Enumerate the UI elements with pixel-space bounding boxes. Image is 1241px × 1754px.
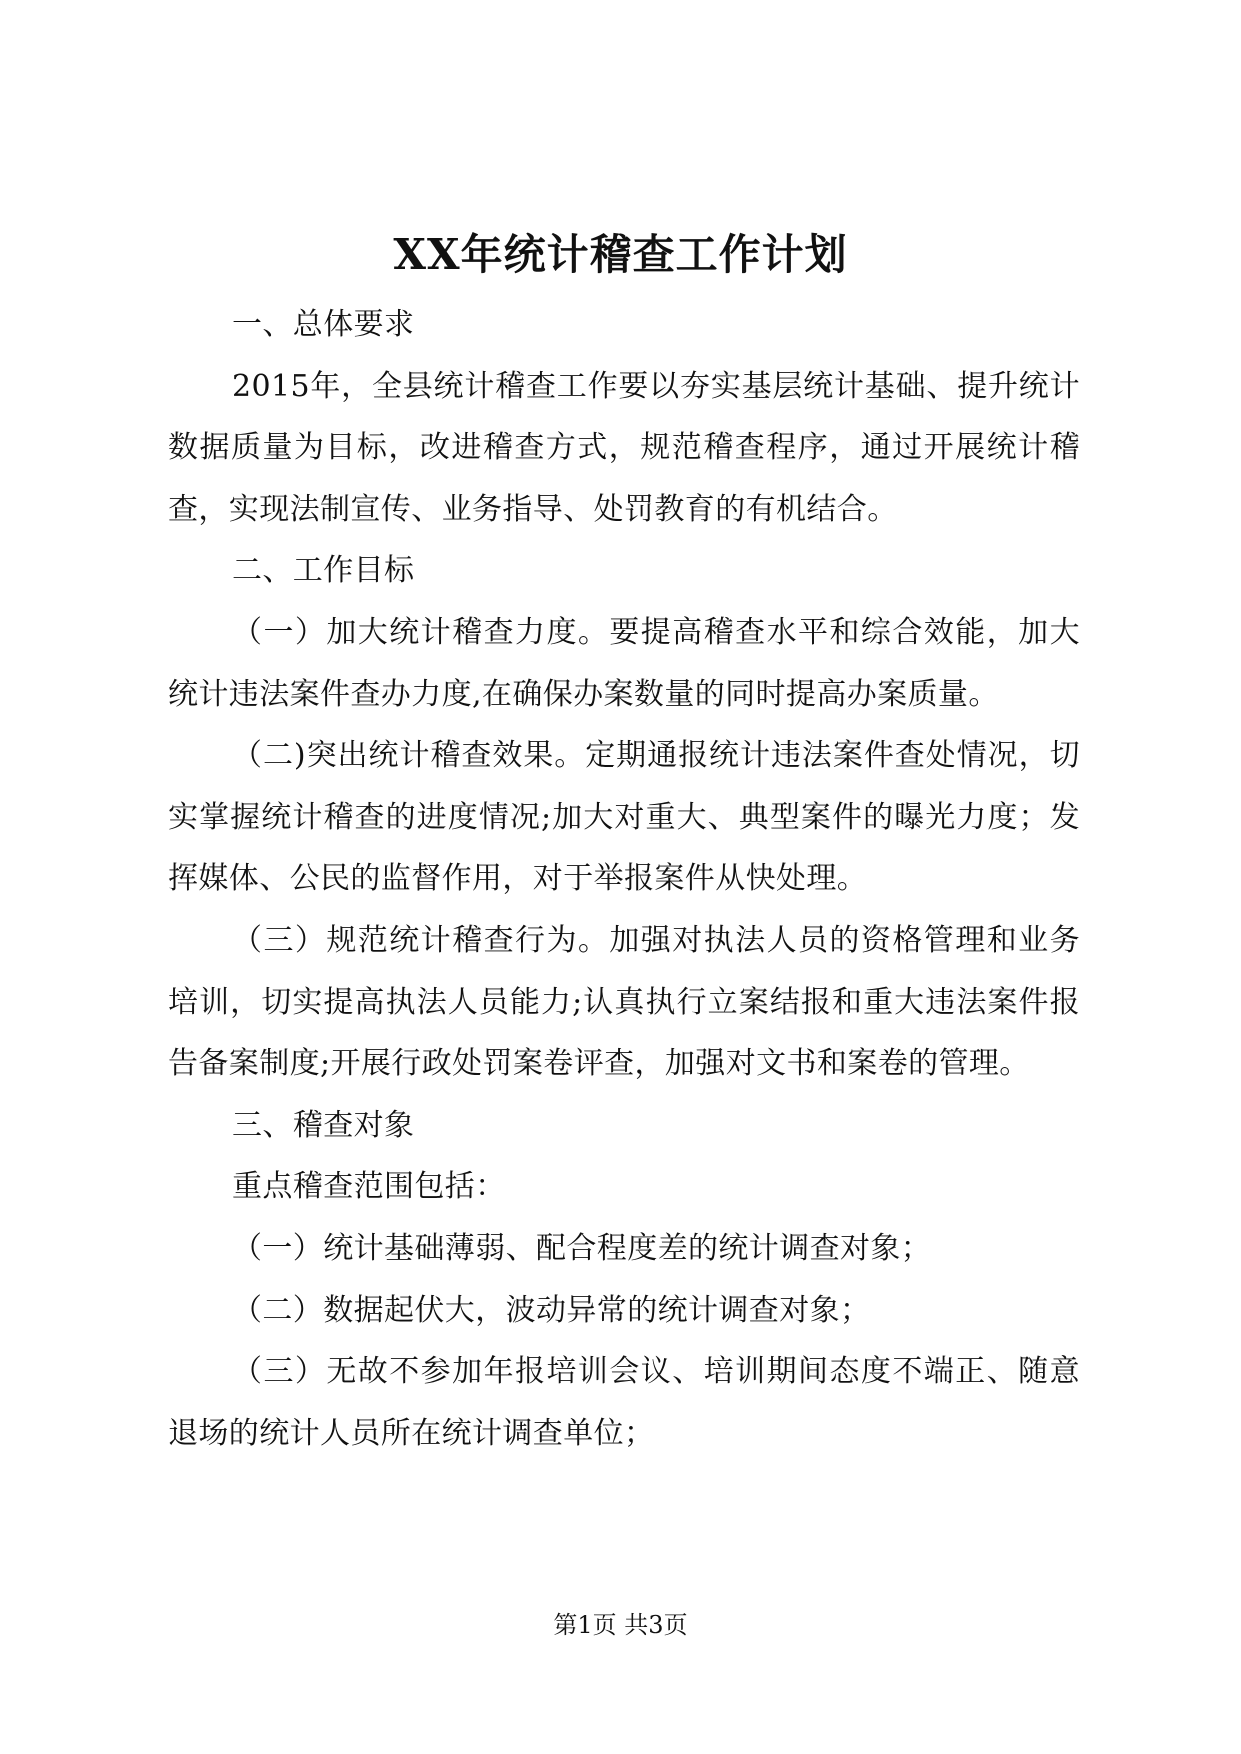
paragraph-goal-1: （一）加大统计稽查力度。要提高稽查水平和综合效能，加大统计违法案件查办力度,在确保办案数量的同时提高办案质量。 xyxy=(168,614,1080,712)
paragraph-goal-3: （三）规范统计稽查行为。加强对执法人员的资格管理和业务培训，切实提高执法人员能力;认真执行立案结报和重大违法案件报告备案制度;开展行政处罚案卷评查，加强对文书和案卷的管理。 xyxy=(168,922,1080,1082)
section-heading-inspection-targets: 三、稽查对象 xyxy=(232,1107,415,1143)
paragraph-goal-2: （二)突出统计稽查效果。定期通报统计违法案件查处情况，切实掌握统计稽查的进度情况;加大对重大、典型案件的曝光力度；发挥媒体、公民的监督作用，对于举报案件从快处理。 xyxy=(168,738,1080,897)
paragraph-target-3: （三）无故不参加年报培训会议、培训期间态度不端正、随意退场的统计人员所在统计调查单位； xyxy=(168,1354,1080,1451)
paragraph-target-2: （二）数据起伏大，波动异常的统计调查对象； xyxy=(232,1292,871,1328)
paragraph-scope-intro: 重点稽查范围包括： xyxy=(232,1169,506,1205)
page-number-footer: 第1页 共3页 xyxy=(553,1611,688,1639)
document-body xyxy=(168,294,1080,1464)
paragraph-target-1: （一）统计基础薄弱、配合程度差的统计调查对象； xyxy=(232,1230,932,1266)
section-heading-work-goals: 二、工作目标 xyxy=(232,553,415,589)
section-heading-overall-requirements: 一、总体要求 xyxy=(232,307,415,342)
paragraph-overall-requirements: 2015年，全县统计稽查工作要以夯实基层统计基础、提升统计数据质量为目标，改进稽查方式，规范稽查程序，通过开展统计稽查，实现法制宣传、业务指导、处罚教育的有机结合。 xyxy=(168,368,1080,527)
document-title: XX年统计稽查工作计划 xyxy=(393,230,848,279)
